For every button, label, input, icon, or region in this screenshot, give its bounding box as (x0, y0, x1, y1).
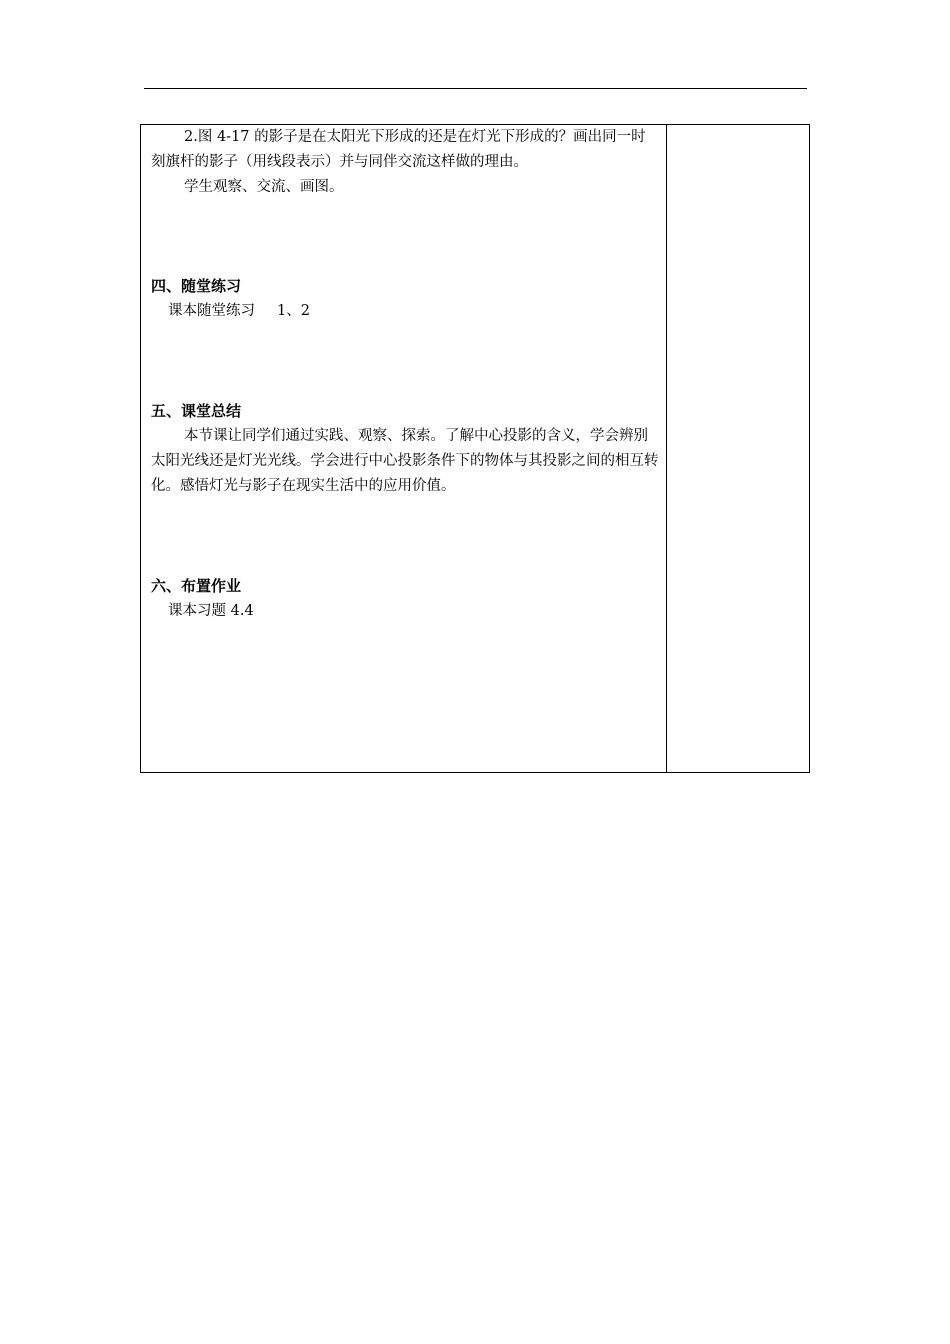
section-5-text: 本节课让同学们通过实践、观察、探索。了解中心投影的含义，学会辨别太阳光线还是灯光光线。学会进行中心投影条件下的物体与其投影之间的相互转化。感悟灯光与影子在现实生活中的应用价值。 (151, 428, 659, 494)
lesson-content-cell (141, 125, 667, 772)
section-6-text: 课本习题 4.4 (168, 603, 254, 619)
section-4-text (151, 299, 659, 324)
lesson-table (140, 124, 810, 773)
notes-cell (667, 125, 809, 772)
section-4-practice-items: 1、2 (277, 303, 310, 319)
student-activity-text: 学生观察、交流、画图。 (184, 179, 344, 195)
section-5-heading: 五、课堂总结 (151, 402, 242, 420)
header-rule (144, 88, 807, 89)
section-4-practice-label: 课本随堂练习 (168, 303, 255, 319)
section-6-heading: 六、布置作业 (151, 577, 242, 595)
section-4-heading: 四、随堂练习 (151, 277, 242, 295)
question-2-text: 2.图 4-17 的影子是在太阳光下形成的还是在灯光下形成的？画出同一时刻旗杆的影子（用线段表示）并与同伴交流这样做的理由。 (151, 129, 646, 170)
